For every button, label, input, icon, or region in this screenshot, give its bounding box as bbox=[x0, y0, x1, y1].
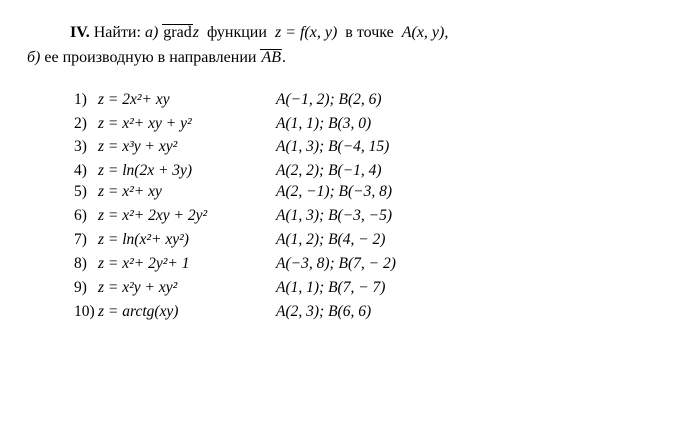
problem-number: 5) bbox=[74, 182, 87, 200]
problem-points: A(2, −1); B(−3, 8) bbox=[276, 182, 393, 200]
problem-points: A(2, 3); B(6, 6) bbox=[276, 302, 372, 320]
vector-ab: AB bbox=[261, 49, 281, 66]
problem-number: 8) bbox=[74, 254, 87, 272]
problem-row bbox=[74, 229, 634, 253]
problem-list bbox=[74, 89, 634, 322]
problem-number: 7) bbox=[74, 230, 87, 248]
problem-row bbox=[74, 160, 634, 181]
task-line-2 bbox=[27, 48, 286, 68]
item-a-label: а) bbox=[144, 24, 159, 41]
problem-function: z = x²+ xy bbox=[98, 182, 162, 200]
point-formula: A(x, y), bbox=[401, 24, 449, 41]
direction-text: ее производную в направлении bbox=[44, 49, 257, 66]
problem-number: 9) bbox=[74, 278, 87, 296]
problem-points: A(1, 1); B(3, 0) bbox=[276, 114, 372, 132]
task-number: IV. bbox=[70, 24, 90, 41]
problem-row bbox=[74, 181, 634, 205]
problem-number: 2) bbox=[74, 114, 87, 132]
problem-row bbox=[74, 89, 634, 113]
task-lead: Найти: bbox=[93, 24, 141, 41]
item-b-label: б) bbox=[27, 49, 41, 66]
problem-number: 3) bbox=[74, 138, 87, 155]
problem-row bbox=[74, 205, 634, 229]
problem-function: z = x²+ 2xy + 2y² bbox=[98, 206, 208, 224]
problem-row bbox=[74, 301, 634, 322]
problem-row bbox=[74, 277, 634, 301]
grad-variable: z bbox=[192, 24, 199, 41]
problem-points: A(−1, 2); B(2, 6) bbox=[276, 91, 382, 108]
problem-points: A(1, 2); B(4, − 2) bbox=[276, 230, 386, 248]
grad-operator: grad bbox=[163, 24, 192, 41]
problem-row bbox=[74, 113, 634, 137]
problem-function: z = arctg(xy) bbox=[98, 302, 179, 320]
func-word: функции bbox=[206, 24, 267, 41]
problem-function: z = x²y + xy² bbox=[98, 278, 178, 296]
problem-number: 6) bbox=[74, 206, 87, 224]
problem-function: z = 2x²+ xy bbox=[98, 91, 170, 108]
problem-points: A(1, 3); B(−3, −5) bbox=[276, 206, 393, 224]
problem-number: 10) bbox=[74, 302, 95, 320]
problem-row bbox=[74, 253, 634, 277]
problem-row bbox=[74, 136, 634, 160]
problem-function: z = ln(2x + 3y) bbox=[98, 161, 193, 179]
problem-points: A(2, 2); B(−1, 4) bbox=[276, 161, 382, 179]
task-line-1 bbox=[70, 23, 448, 43]
point-word: в точке bbox=[345, 24, 394, 41]
problem-points: A(−3, 8); B(7, − 2) bbox=[276, 254, 396, 272]
problem-function: z = ln(x²+ xy²) bbox=[98, 230, 189, 248]
problem-points: A(1, 3); B(−4, 15) bbox=[276, 138, 390, 155]
problem-function: z = x³y + xy² bbox=[98, 138, 178, 155]
period: . bbox=[282, 49, 286, 66]
problem-points: A(1, 1); B(7, − 7) bbox=[276, 278, 386, 296]
problem-function: z = x²+ xy + y² bbox=[98, 114, 192, 132]
problem-number: 1) bbox=[74, 91, 87, 108]
problem-function: z = x²+ 2y²+ 1 bbox=[98, 254, 190, 272]
problem-number: 4) bbox=[74, 161, 87, 179]
func-formula: z = f(x, y) bbox=[274, 24, 338, 41]
